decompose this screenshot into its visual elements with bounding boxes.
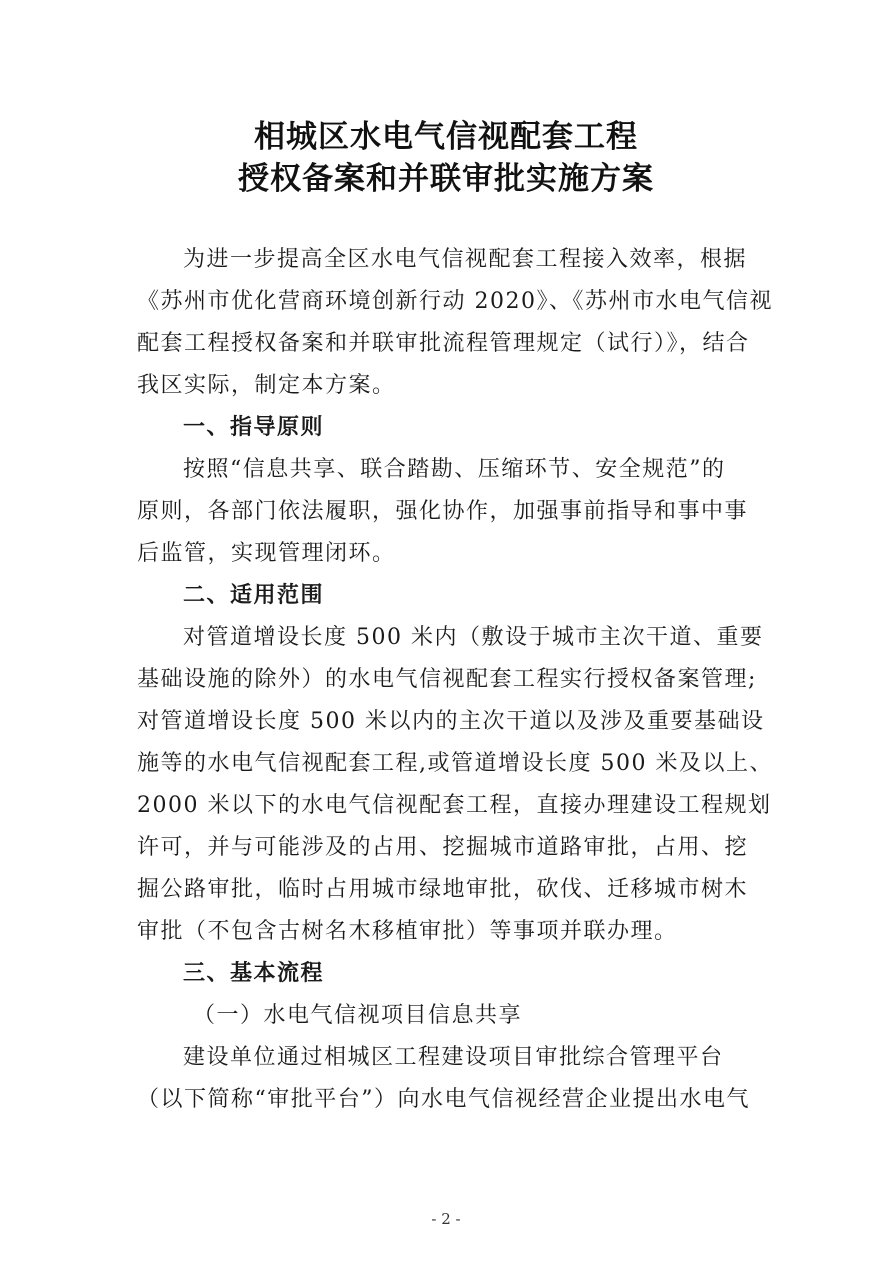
section-heading-guiding-principles: 一、指导原则 — [183, 415, 325, 440]
section3-line: （以下简称“审批平台”）向水电气信视经营企业提出水电气 — [137, 1087, 750, 1112]
subsection-heading-info-sharing: （一）水电气信视项目信息共享 — [193, 1003, 523, 1028]
section1-line: 按照“信息共享、联合踏勘、压缩环节、安全规范”的 — [183, 457, 726, 482]
section2-line: 对管道增设长度 500 米以内的主次干道以及涉及重要基础设 — [137, 709, 765, 734]
section-heading-scope: 二、适用范围 — [183, 583, 325, 608]
section2-line: 掘公路审批，临时占用城市绿地审批，砍伐、迁移城市树木 — [137, 877, 749, 902]
intro-line: 《苏州市优化营商环境创新行动 2020》、《苏州市水电气信视 — [137, 289, 773, 314]
section2-line: 基础设施的除外）的水电气信视配套工程实行授权备案管理; — [137, 667, 757, 692]
document-title-line-2: 授权备案和并联审批实施方案 — [238, 161, 654, 197]
section2-line: 施等的水电气信视配套工程,或管道增设长度 500 米及以上、 — [137, 751, 773, 776]
section1-line: 原则，各部门依法履职，强化协作，加强事前指导和事中事 — [137, 499, 749, 524]
intro-line: 配套工程授权备案和并联审批流程管理规定（试行）》，结合 — [137, 331, 750, 356]
section2-line: 对管道增设长度 500 米内（敷设于城市主次干道、重要 — [183, 625, 764, 650]
intro-line: 为进一步提高全区水电气信视配套工程接入效率，根据 — [183, 247, 748, 272]
section3-line: 建设单位通过相城区工程建设项目审批综合管理平台 — [183, 1045, 724, 1070]
section1-line: 后监管，实现管理闭环。 — [137, 541, 396, 566]
section2-line: 许可，并与可能涉及的占用、挖掘城市道路审批，占用、挖 — [137, 835, 749, 860]
section-heading-basic-process: 三、基本流程 — [183, 961, 325, 986]
page-number: - 2 - — [431, 1210, 461, 1228]
section2-line: 2000 米以下的水电气信视配套工程，直接办理建设工程规划 — [137, 793, 772, 818]
intro-line: 我区实际，制定本方案。 — [137, 373, 396, 398]
section2-line: 审批（不包含古树名木移植审批）等事项并联办理。 — [137, 919, 678, 944]
document-title-line-1: 相城区水电气信视配套工程 — [254, 119, 638, 155]
